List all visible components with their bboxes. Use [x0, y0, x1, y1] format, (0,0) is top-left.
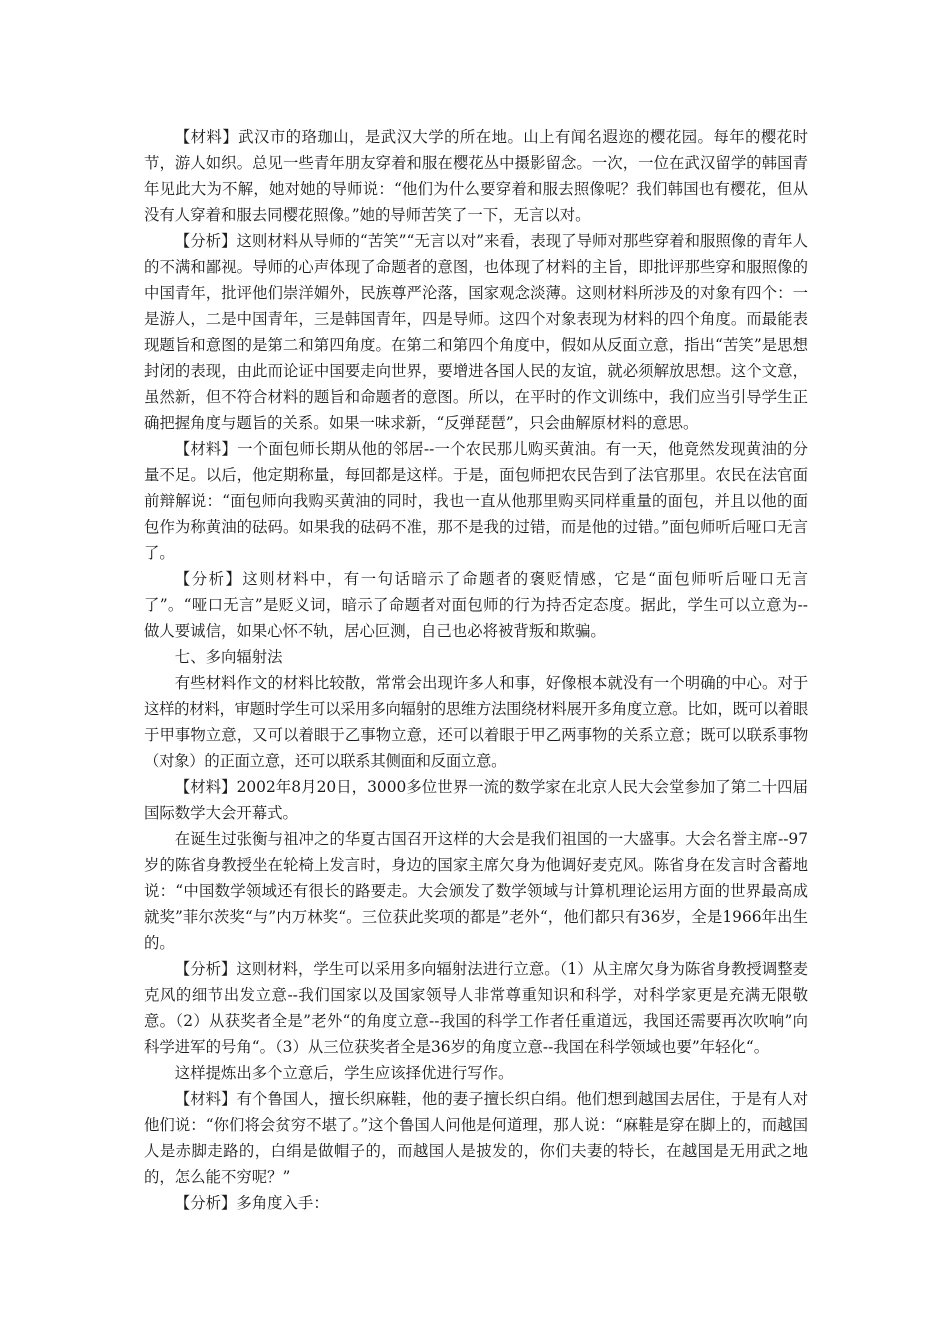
document-page — [144, 124, 808, 1216]
paragraph-analysis-multi-angle: 【分析】多角度入手： — [174, 1194, 329, 1212]
paragraph-method-intro: 有些材料作文的材料比较散，常常会出现许多人和事，好像根本就没有一个明确的中心。对于这样的材料，审题时学生可以采用多向辐射的思维方法围绕材料展开多角度立意。比如，既可以着眼于甲事物立意，又可以着眼于乙事物立意，还可以着眼于甲乙两事物的关系立意；既可以联系事物（对象）的正面立意，还可以联系其侧面和反面立意。 — [144, 674, 808, 770]
paragraph-material-wuhan: 【材料】武汉市的珞珈山，是武汉大学的所在地。山上有闻名遐迩的樱花园。每年的樱花时节，游人如织。总见一些青年朋友穿着和服在樱花丛中摄影留念。一次，一位在武汉留学的韩国青年见此大为不解，她对她的导师说：“他们为什么要穿着和服去照像呢？我们韩国也有樱花，但从没有人穿着和服去同樱花照像。”她的导师苦笑了一下，无言以对。 — [144, 128, 808, 224]
paragraph-material-math-congress: 【材料】2002年8月20日，3000多位世界一流的数学家在北京人民大会堂参加了第二十四届国际数学大会开幕式。 — [144, 778, 808, 822]
paragraph-material-baker: 【材料】一个面包师长期从他的邻居--一个农民那儿购买黄油。有一天，他竟然发现黄油的分量不足。以后，他定期称量，每回都是这样。于是，面包师把农民告到了法官那里。农民在法官面前辩解说：“面包师向我购买黄油的同时，我也一直从他那里购买同样重量的面包，并且以他的面包作为称黄油的砝码。如果我的砝码不准，那不是我的过错，而是他的过错。”面包师听后哑口无言了。 — [144, 440, 808, 562]
paragraph-analysis-math-congress: 【分析】这则材料，学生可以采用多向辐射法进行立意。（1）从主席欠身为陈省身教授调整麦克风的细节出发立意--我们国家以及国家领导人非常尊重知识和科学，对科学家更是充满无限敬意。（2）从获奖者全是”老外“的角度立意--我国的科学工作者任重道远，我国还需要再次吹响”向科学进军的号角“。（3）从三位获奖者全是36岁的角度立意--我国在科学领域也要”年轻化“。 — [144, 960, 808, 1056]
paragraph-analysis-baker: 【分析】这则材料中，有一句话暗示了命题者的褒贬情感，它是“面包师听后哑口无言了”。“哑口无言”是贬义词，暗示了命题者对面包师的行为持否定态度。据此，学生可以立意为--做人要诚信，如果心怀不轨，居心叵测，自己也必将被背叛和欺骗。 — [144, 570, 808, 640]
paragraph-material-lu-couple: 【材料】有个鲁国人，擅长织麻鞋，他的妻子擅长织白绢。他们想到越国去居住，于是有人对他们说：“你们将会贫穷不堪了。”这个鲁国人问他是何道理，那人说：“麻鞋是穿在脚上的，而越国人是赤脚走路的，白绢是做帽子的，而越国人是披发的，你们夫妻的特长，在越国是无用武之地的，怎么能不穷呢？” — [144, 1090, 808, 1186]
paragraph-math-congress-detail: 在诞生过张衡与祖冲之的华夏古国召开这样的大会是我们祖国的一大盛事。大会名誉主席--97岁的陈省身教授坐在轮椅上发言时，身边的国家主席欠身为他调好麦克风。陈省身在发言时含蓄地说：“中国数学领域还有很长的路要走。大会颁发了数学领域与计算机理论运用方面的世界最高成就奖”菲尔茨奖“与”内万林奖“。三位获此奖项的都是”老外“，他们都只有36岁，全是1966年出生的。 — [144, 830, 808, 952]
paragraph-analysis-wuhan: 【分析】这则材料从导师的“苦笑”“无言以对”来看，表现了导师对那些穿着和服照像的青年人的不满和鄙视。导师的心声体现了命题者的意图，也体现了材料的主旨，即批评那些穿和服照像的中国青年，批评他们崇洋媚外，民族尊严沦落，国家观念淡薄。这则材料所涉及的对象有四个：一是游人，二是中国青年，三是韩国青年，四是导师。这四个对象表现为材料的四个角度。而最能表现题旨和意图的是第二和第四角度。在第二和第四个角度中，假如从反面立意，指出“苦笑”是思想封闭的表现，由此而论证中国要走向世界，要增进各国人民的友谊，就必须解放思想。这个文意，虽然新，但不符合材料的题旨和命题者的意图。所以，在平时的作文训练中，我们应当引导学生正确把握角度与题旨的关系。如果一味求新，“反弹琵琶”，只会曲解原材料的意思。 — [144, 232, 808, 432]
section-heading-multi-radiation: 七、多向辐射法 — [174, 648, 283, 666]
paragraph-choose-best: 这样提炼出多个立意后，学生应该择优进行写作。 — [174, 1064, 514, 1082]
